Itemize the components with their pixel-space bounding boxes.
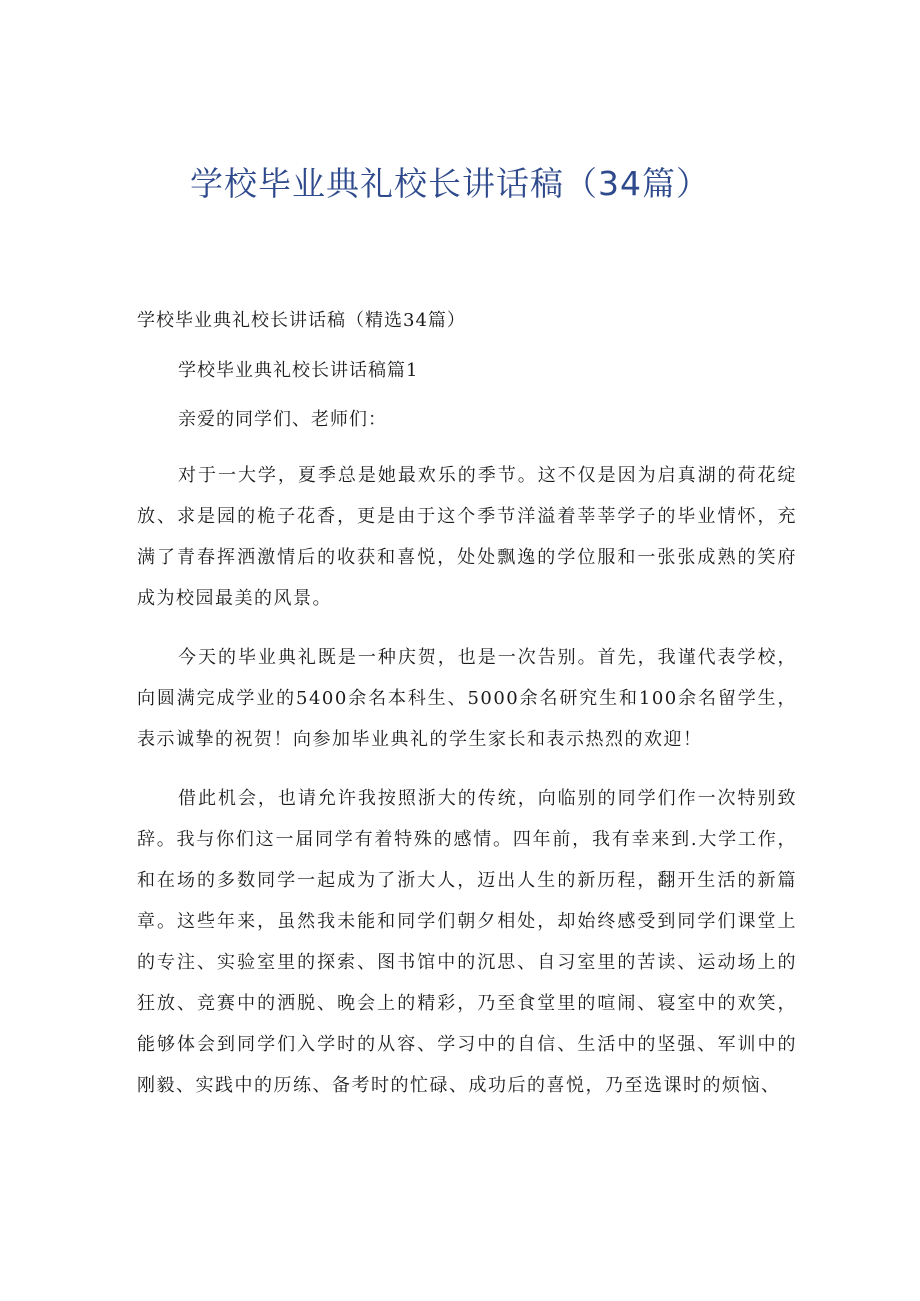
document-subtitle: 学校毕业典礼校长讲话稿（精选34篇）	[137, 310, 466, 331]
paragraph: 对于一大学，夏季总是她最欢乐的季节。这不仅是因为启真湖的荷花绽放、求是园的桅子花香，更是由于这个季节洋溢着莘莘学子的毕业情怀，充满了青春挥洒激情后的收获和喜悦，处处飘逸的学位服和一张张成熟的笑府成为校园最美的风景。	[137, 465, 797, 609]
paragraph: 今天的毕业典礼既是一种庆贺，也是一次告别。首先，我谨代表学校，向圆满完成学业的5400余名本科生、5000余名研究生和100余名留学生，表示诚挚的祝贺！向参加毕业典礼的学生家长和表示热烈的欢迎！	[137, 647, 797, 750]
document-body	[137, 307, 797, 1106]
paragraph: 借此机会，也请允许我按照浙大的传统，向临别的同学们作一次特别致辞。我与你们这一届同学有着特殊的感情。四年前，我有幸来到.大学工作，和在场的多数同学一起成为了浙大人，迈出人生的新历程，翻开生活的新篇章。这些年来，虽然我未能和同学们朝夕相处，却始终感受到同学们课堂上的专注、实验室里的探索、图书馆中的沉思、自习室里的苦读、运动场上的狂放、竞赛中的洒脱、晚会上的精彩，乃至食堂里的喧闹、寝室中的欢笑，能够体会到同学们入学时的从容、学习中的自信、生活中的坚强、军训中的刚毅、实践中的历练、备考时的忙碌、成功后的喜悦，乃至选课时的烦恼、	[137, 788, 797, 1096]
greeting-line: 亲爱的同学们、老师们：	[178, 409, 387, 430]
chapter-heading: 学校毕业典礼校长讲话稿篇1	[178, 360, 419, 381]
document-title: 学校毕业典礼校长讲话稿（34篇）	[190, 164, 710, 203]
